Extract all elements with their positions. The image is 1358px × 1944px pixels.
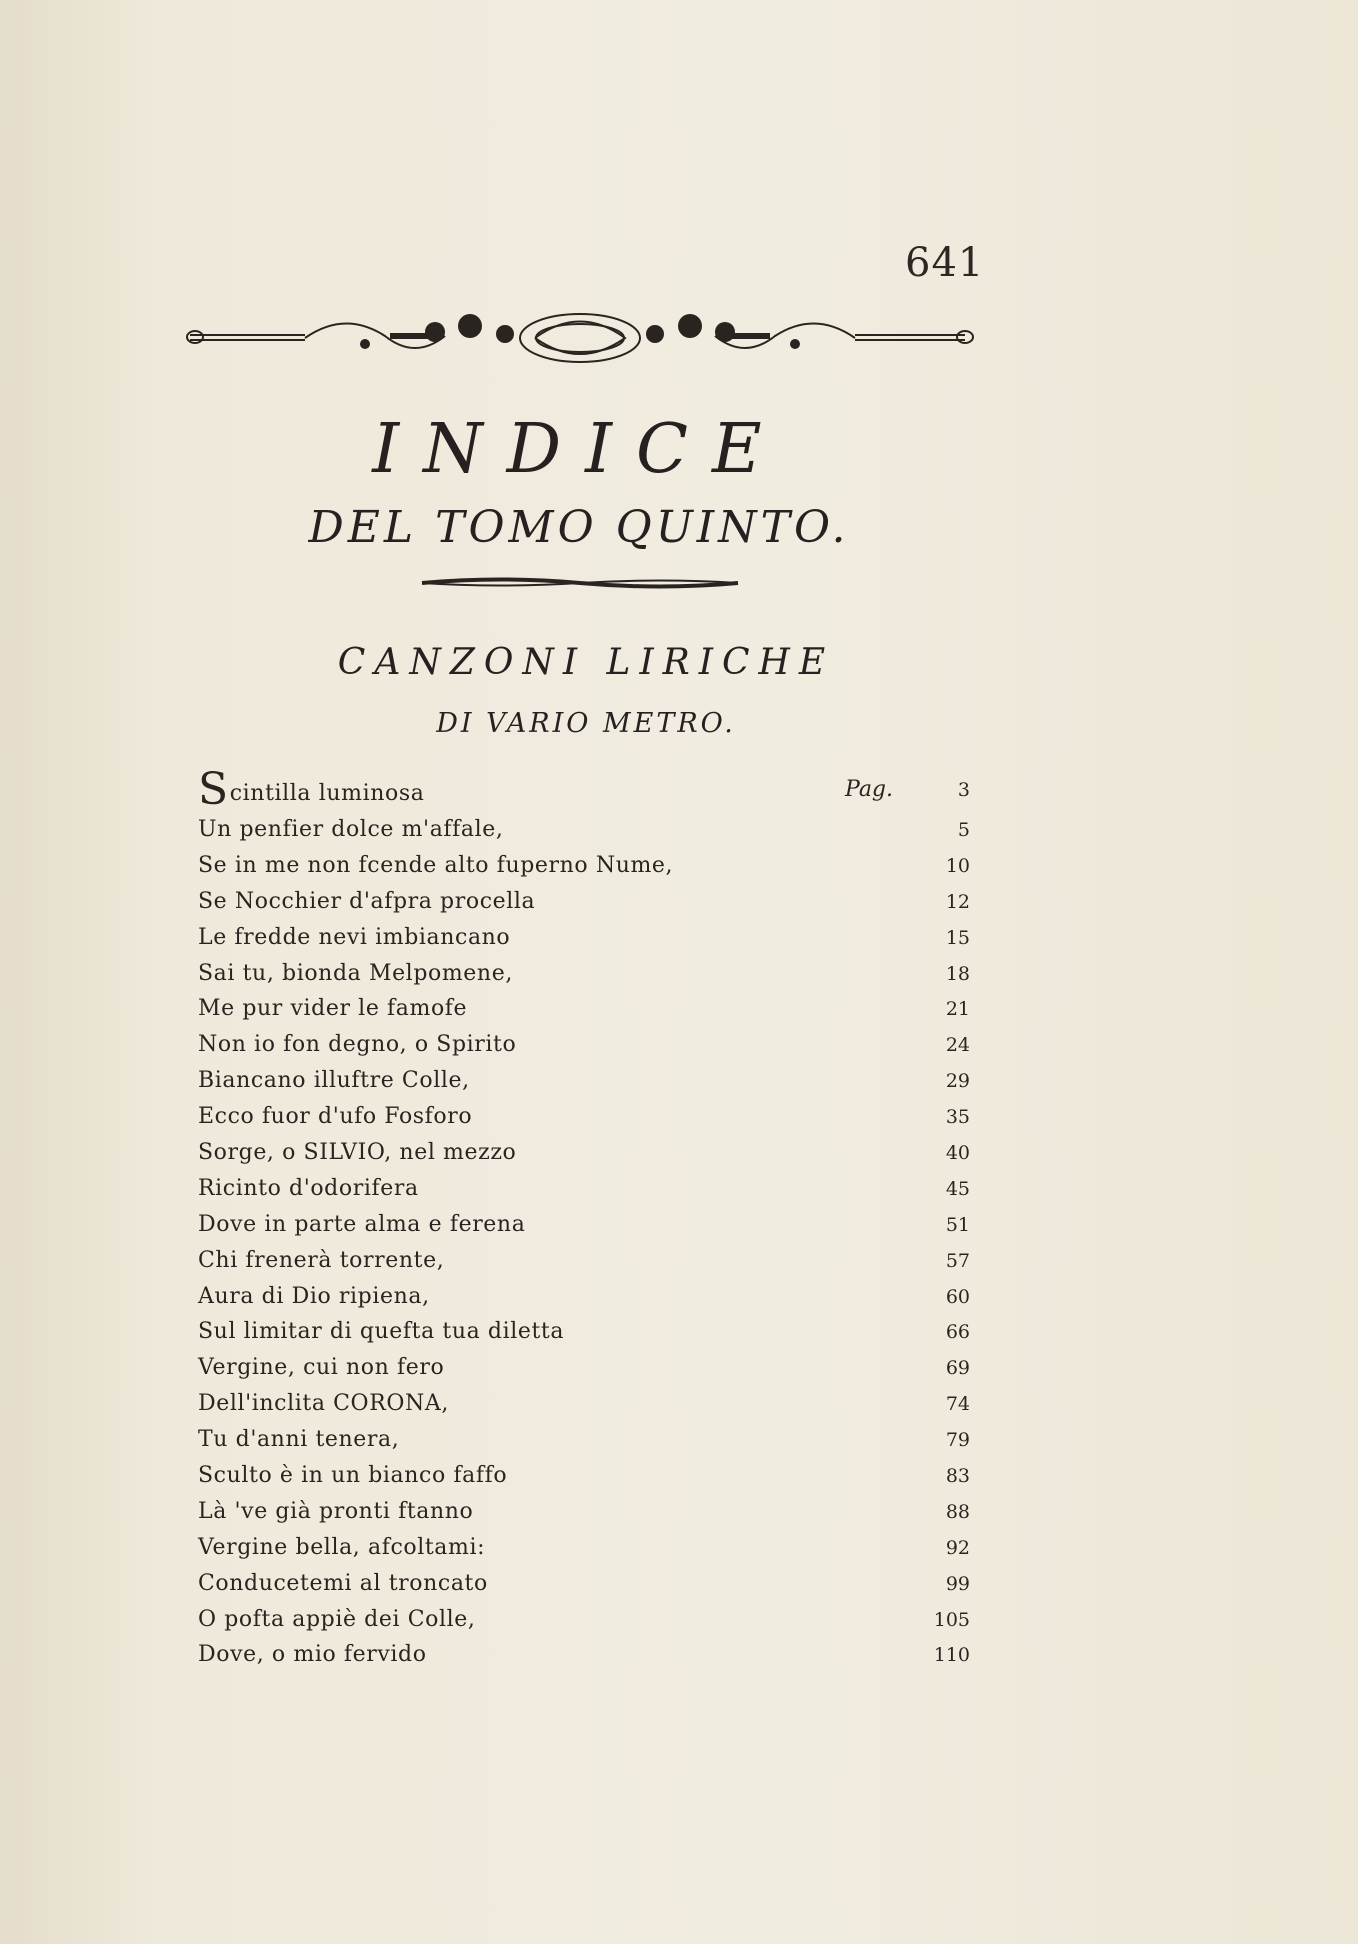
toc-entry — [198, 1207, 970, 1243]
toc-entry-page: 69 — [945, 1357, 970, 1380]
toc-entry — [198, 1135, 970, 1171]
toc-entry-title: Biancano illuftre Colle, — [198, 1068, 470, 1094]
toc-entry-page: 24 — [945, 1034, 970, 1057]
page-number: 641 — [905, 240, 985, 286]
toc-entry — [198, 920, 970, 956]
toc-entry — [198, 1099, 970, 1135]
toc-entry-page: 110 — [933, 1644, 970, 1667]
index-subtitle: DEL TOMO QUINTO. — [308, 502, 850, 553]
table-of-contents — [198, 764, 970, 1673]
toc-entry-page: 21 — [945, 998, 970, 1021]
toc-entry-title: Conducetemi al troncato — [198, 1570, 488, 1596]
toc-entry-title: Se in me non fcende alto fuperno Nume, — [198, 852, 674, 878]
toc-entry-page: 51 — [945, 1213, 970, 1236]
toc-entry-title: Me pur vider le famofe — [198, 996, 468, 1022]
toc-entry-title: Un penfier dolce m'affale, — [198, 817, 504, 842]
toc-entry-page: 45 — [945, 1177, 970, 1200]
toc-entry-title: Dell'inclita CORONA, — [198, 1391, 449, 1417]
index-title: INDICE — [372, 410, 786, 489]
toc-entry — [198, 1602, 970, 1638]
toc-entry-title: Sorge, o SILVIO, nel mezzo — [198, 1140, 517, 1166]
toc-entry — [198, 1171, 970, 1207]
toc-entry-title: Le fredde nevi imbiancano — [198, 924, 511, 950]
toc-entry-title: Vergine bella, afcoltami: — [198, 1534, 486, 1560]
decorative-rule-icon — [420, 575, 740, 591]
toc-entry-page: 105 — [933, 1608, 970, 1631]
section-title: CANZONI LIRICHE — [337, 642, 835, 683]
toc-entry — [198, 1386, 970, 1422]
toc-entry-title: Ricinto d'odorifera — [198, 1175, 419, 1201]
toc-entry-page: 15 — [945, 926, 970, 949]
section-subtitle: DI VARIO METRO. — [436, 708, 736, 739]
toc-entry-title: Sculto è in un bianco faffo — [198, 1463, 508, 1489]
toc-entry — [198, 1566, 970, 1602]
toc-entry-title: Sai tu, bionda Melpomene, — [198, 960, 513, 986]
toc-entry-page: 35 — [945, 1106, 970, 1129]
toc-entry — [198, 764, 970, 815]
toc-entry-page: 12 — [945, 890, 970, 913]
toc-entry-page: 99 — [945, 1572, 970, 1595]
toc-entry — [198, 1458, 970, 1494]
toc-entry — [198, 1422, 970, 1458]
drop-cap: S — [198, 764, 229, 815]
toc-entry-page: 29 — [945, 1070, 970, 1093]
toc-entry-title: Dove in parte alma e ferena — [198, 1211, 526, 1237]
toc-entry-title: Tu d'anni tenera, — [198, 1427, 400, 1453]
toc-entry-title: Se Nocchier d'afpra procella — [198, 888, 536, 914]
toc-entry-title: O pofta appiè dei Colle, — [198, 1606, 476, 1632]
toc-entry-title: Dove, o mio fervido — [198, 1642, 427, 1668]
toc-entry — [198, 812, 970, 848]
toc-entry-page: 60 — [945, 1285, 970, 1308]
toc-entry — [198, 1314, 970, 1350]
toc-entry-title: Vergine, cui non fero — [198, 1355, 445, 1381]
toc-entry-page: 74 — [945, 1393, 970, 1416]
toc-entry — [198, 991, 970, 1027]
decorative-headpiece-icon — [185, 300, 975, 380]
toc-entry-title: Ecco fuor d'ufo Fosforo — [198, 1104, 473, 1130]
toc-entry-title — [198, 764, 425, 815]
toc-entry-page: 92 — [945, 1536, 970, 1559]
toc-entry — [198, 1027, 970, 1063]
toc-entry-title: Non io fon degno, o Spirito — [198, 1032, 517, 1058]
toc-entry-title: Là 've già pronti ftanno — [198, 1498, 474, 1524]
toc-entry — [198, 1243, 970, 1279]
toc-entry-page: 66 — [945, 1321, 970, 1344]
toc-entry — [198, 1279, 970, 1315]
toc-entry-page: 83 — [945, 1465, 970, 1488]
toc-entry — [198, 848, 970, 884]
toc-entry-page: 10 — [945, 854, 970, 877]
toc-entry — [198, 884, 970, 920]
toc-entry — [198, 1530, 970, 1566]
toc-entry-title: Sul limitar di quefta tua diletta — [198, 1319, 565, 1345]
toc-entry-page: 57 — [945, 1249, 970, 1272]
toc-entry-title: Aura di Dio ripiena, — [198, 1283, 430, 1309]
toc-entry-page: 18 — [945, 962, 970, 985]
toc-entry — [198, 1637, 970, 1673]
toc-entry-page: 88 — [945, 1500, 970, 1523]
toc-entry-title: Chi frenerà torrente, — [198, 1247, 445, 1273]
toc-entry-page: 79 — [945, 1429, 970, 1452]
toc-entry-page: 3 — [957, 779, 970, 801]
toc-entry — [198, 1494, 970, 1530]
toc-entry — [198, 1063, 970, 1099]
toc-entry — [198, 956, 970, 992]
toc-entry-page: 40 — [945, 1142, 970, 1165]
pag-label: Pag. — [845, 777, 894, 802]
toc-entry — [198, 1350, 970, 1386]
toc-entry-title-rest: cintilla luminosa — [229, 781, 425, 806]
toc-entry-page: 5 — [957, 819, 970, 841]
